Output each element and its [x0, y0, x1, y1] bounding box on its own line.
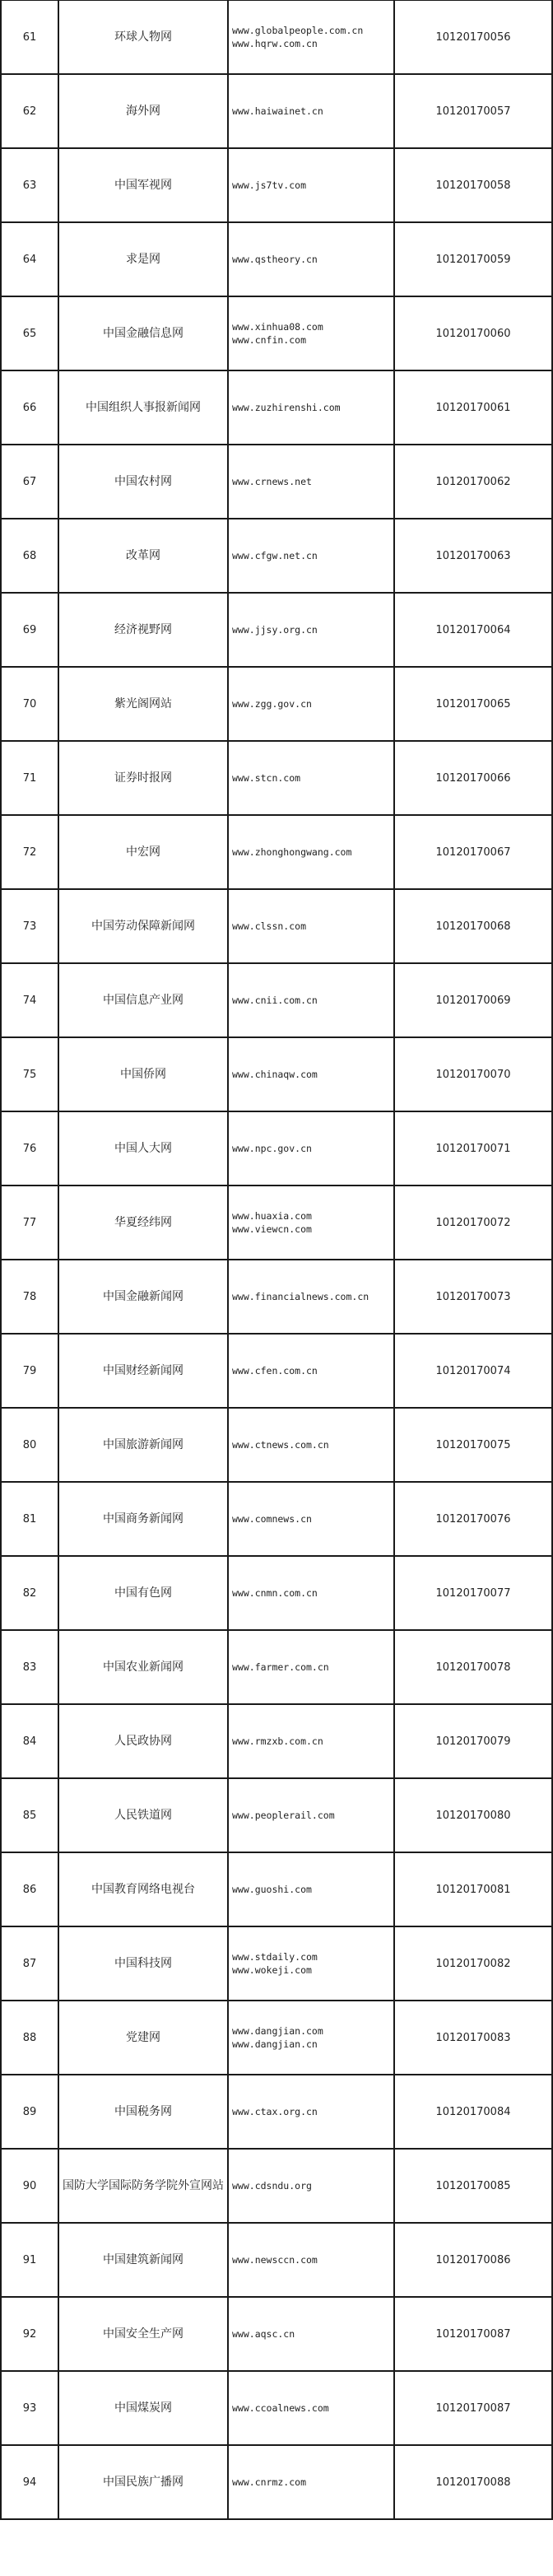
- registration-code: 10120170065: [394, 667, 552, 741]
- table-row: [1, 1704, 552, 1778]
- registration-code: 10120170088: [394, 2445, 552, 2519]
- table-row: [1, 2149, 552, 2223]
- table-row: [1, 1260, 552, 1334]
- site-url: www.comnews.cn: [228, 1482, 394, 1556]
- site-url: www.zhonghongwang.com: [228, 815, 394, 889]
- table-row: [1, 445, 552, 519]
- site-url: www.ctnews.com.cn: [228, 1408, 394, 1482]
- registration-code: 10120170062: [394, 445, 552, 519]
- site-url: www.crnews.net: [228, 445, 394, 519]
- row-number: 76: [1, 1111, 58, 1186]
- site-url: www.cnmn.com.cn: [228, 1556, 394, 1630]
- registration-code: 10120170083: [394, 2001, 552, 2075]
- row-number: 62: [1, 74, 58, 148]
- row-number: 77: [1, 1186, 58, 1260]
- site-name: 中国煤炭网: [58, 2371, 228, 2445]
- row-number: 67: [1, 445, 58, 519]
- table-row: [1, 741, 552, 815]
- site-name: 中国农村网: [58, 445, 228, 519]
- row-number: 81: [1, 1482, 58, 1556]
- table-row: [1, 519, 552, 593]
- row-number: 78: [1, 1260, 58, 1334]
- table-row: [1, 2371, 552, 2445]
- site-url: www.clssn.com: [228, 889, 394, 963]
- row-number: 93: [1, 2371, 58, 2445]
- registration-code: 10120170068: [394, 889, 552, 963]
- site-name: 求是网: [58, 222, 228, 296]
- site-name: 中国信息产业网: [58, 963, 228, 1037]
- table-row: [1, 593, 552, 667]
- site-url: www.rmzxb.com.cn: [228, 1704, 394, 1778]
- site-name: 党建网: [58, 2001, 228, 2075]
- registration-code: 10120170058: [394, 148, 552, 222]
- site-url: www.chinaqw.com: [228, 1037, 394, 1111]
- registration-code: 10120170087: [394, 2297, 552, 2371]
- table-row: [1, 2445, 552, 2519]
- row-number: 85: [1, 1778, 58, 1852]
- registration-code: 10120170077: [394, 1556, 552, 1630]
- registration-code: 10120170069: [394, 963, 552, 1037]
- row-number: 64: [1, 222, 58, 296]
- site-url: www.qstheory.cn: [228, 222, 394, 296]
- registration-code: 10120170080: [394, 1778, 552, 1852]
- site-name: 中国教育网络电视台: [58, 1852, 228, 1926]
- site-name: 改革网: [58, 519, 228, 593]
- site-name: 海外网: [58, 74, 228, 148]
- site-url: www.financialnews.com.cn: [228, 1260, 394, 1334]
- row-number: 61: [1, 0, 58, 74]
- site-name: 中国金融信息网: [58, 296, 228, 370]
- site-name: 经济视野网: [58, 593, 228, 667]
- registration-code: 10120170070: [394, 1037, 552, 1111]
- row-number: 75: [1, 1037, 58, 1111]
- site-url: www.cdsndu.org: [228, 2149, 394, 2223]
- site-name: 中国安全生产网: [58, 2297, 228, 2371]
- registration-code: 10120170084: [394, 2075, 552, 2149]
- site-name: 中国军视网: [58, 148, 228, 222]
- site-name: 中国金融新闻网: [58, 1260, 228, 1334]
- table-row: [1, 370, 552, 445]
- site-url: www.zgg.gov.cn: [228, 667, 394, 741]
- site-name: 中国劳动保障新闻网: [58, 889, 228, 963]
- registration-code: 10120170075: [394, 1408, 552, 1482]
- site-url: www.peoplerail.com: [228, 1778, 394, 1852]
- site-url: www.ccoalnews.com: [228, 2371, 394, 2445]
- table-row: [1, 667, 552, 741]
- registration-code: 10120170063: [394, 519, 552, 593]
- site-url: www.jjsy.org.cn: [228, 593, 394, 667]
- site-name: 中国有色网: [58, 1556, 228, 1630]
- table-row: [1, 1630, 552, 1704]
- table-row: [1, 1408, 552, 1482]
- site-url: www.js7tv.com: [228, 148, 394, 222]
- registration-code: 10120170072: [394, 1186, 552, 1260]
- site-url: www.newsccn.com: [228, 2223, 394, 2297]
- row-number: 74: [1, 963, 58, 1037]
- site-name: 中宏网: [58, 815, 228, 889]
- registration-code: 10120170074: [394, 1334, 552, 1408]
- site-url: www.haiwainet.cn: [228, 74, 394, 148]
- site-name: 紫光阁网站: [58, 667, 228, 741]
- registration-code: 10120170082: [394, 1926, 552, 2001]
- site-name: 中国商务新闻网: [58, 1482, 228, 1556]
- registration-code: 10120170060: [394, 296, 552, 370]
- site-url: www.cnii.com.cn: [228, 963, 394, 1037]
- site-name: 中国人大网: [58, 1111, 228, 1186]
- row-number: 83: [1, 1630, 58, 1704]
- table-row: [1, 1186, 552, 1260]
- registration-code: 10120170073: [394, 1260, 552, 1334]
- site-name: 华夏经纬网: [58, 1186, 228, 1260]
- registration-code: 10120170087: [394, 2371, 552, 2445]
- table-row: [1, 2075, 552, 2149]
- site-url: www.stdaily.com www.wokeji.com: [228, 1926, 394, 2001]
- row-number: 70: [1, 667, 58, 741]
- site-name: 中国科技网: [58, 1926, 228, 2001]
- row-number: 84: [1, 1704, 58, 1778]
- row-number: 72: [1, 815, 58, 889]
- row-number: 80: [1, 1408, 58, 1482]
- registration-code: 10120170057: [394, 74, 552, 148]
- table-row: [1, 1778, 552, 1852]
- table-row: [1, 296, 552, 370]
- row-number: 69: [1, 593, 58, 667]
- row-number: 79: [1, 1334, 58, 1408]
- row-number: 88: [1, 2001, 58, 2075]
- table-row: [1, 222, 552, 296]
- table-row: [1, 1852, 552, 1926]
- site-url: www.cnrmz.com: [228, 2445, 394, 2519]
- table-row: [1, 2001, 552, 2075]
- site-url: www.cfen.com.cn: [228, 1334, 394, 1408]
- site-name: 中国税务网: [58, 2075, 228, 2149]
- table-body: [1, 0, 552, 2519]
- table-row: [1, 1037, 552, 1111]
- site-name: 中国建筑新闻网: [58, 2223, 228, 2297]
- site-url: www.globalpeople.com.cn www.hqrw.com.cn: [228, 0, 394, 74]
- registration-code: 10120170071: [394, 1111, 552, 1186]
- table-row: [1, 0, 552, 74]
- table-row: [1, 963, 552, 1037]
- registration-code: 10120170061: [394, 370, 552, 445]
- table-row: [1, 1482, 552, 1556]
- row-number: 91: [1, 2223, 58, 2297]
- site-name: 中国民族广播网: [58, 2445, 228, 2519]
- site-name: 中国侨网: [58, 1037, 228, 1111]
- registration-code: 10120170086: [394, 2223, 552, 2297]
- site-name: 证券时报网: [58, 741, 228, 815]
- registration-code: 10120170076: [394, 1482, 552, 1556]
- site-url: www.guoshi.com: [228, 1852, 394, 1926]
- site-url: www.farmer.com.cn: [228, 1630, 394, 1704]
- site-url: www.stcn.com: [228, 741, 394, 815]
- registration-code: 10120170064: [394, 593, 552, 667]
- site-name: 人民政协网: [58, 1704, 228, 1778]
- table-row: [1, 2223, 552, 2297]
- row-number: 89: [1, 2075, 58, 2149]
- table-row: [1, 1556, 552, 1630]
- row-number: 92: [1, 2297, 58, 2371]
- site-name: 中国农业新闻网: [58, 1630, 228, 1704]
- row-number: 63: [1, 148, 58, 222]
- registration-code: 10120170059: [394, 222, 552, 296]
- table-row: [1, 148, 552, 222]
- site-name: 环球人物网: [58, 0, 228, 74]
- table-row: [1, 889, 552, 963]
- registration-code: 10120170085: [394, 2149, 552, 2223]
- row-number: 66: [1, 370, 58, 445]
- site-name: 中国财经新闻网: [58, 1334, 228, 1408]
- row-number: 71: [1, 741, 58, 815]
- registration-code: 10120170067: [394, 815, 552, 889]
- row-number: 68: [1, 519, 58, 593]
- table-row: [1, 74, 552, 148]
- site-url: www.dangjian.com www.dangjian.cn: [228, 2001, 394, 2075]
- site-name: 国防大学国际防务学院外宣网站: [58, 2149, 228, 2223]
- site-url: www.xinhua08.com www.cnfin.com: [228, 296, 394, 370]
- registration-code: 10120170066: [394, 741, 552, 815]
- site-url: www.cfgw.net.cn: [228, 519, 394, 593]
- row-number: 65: [1, 296, 58, 370]
- table-row: [1, 1334, 552, 1408]
- site-url: www.zuzhirenshi.com: [228, 370, 394, 445]
- row-number: 82: [1, 1556, 58, 1630]
- row-number: 94: [1, 2445, 58, 2519]
- table-row: [1, 2297, 552, 2371]
- table-row: [1, 815, 552, 889]
- row-number: 86: [1, 1852, 58, 1926]
- registration-code: 10120170079: [394, 1704, 552, 1778]
- table-row: [1, 1111, 552, 1186]
- row-number: 90: [1, 2149, 58, 2223]
- registration-code: 10120170078: [394, 1630, 552, 1704]
- row-number: 73: [1, 889, 58, 963]
- site-name: 人民铁道网: [58, 1778, 228, 1852]
- table-row: [1, 1926, 552, 2001]
- registration-code: 10120170081: [394, 1852, 552, 1926]
- site-url: www.ctax.org.cn: [228, 2075, 394, 2149]
- site-url: www.huaxia.com www.viewcn.com: [228, 1186, 394, 1260]
- row-number: 87: [1, 1926, 58, 2001]
- site-name: 中国组织人事报新闻网: [58, 370, 228, 445]
- site-name: 中国旅游新闻网: [58, 1408, 228, 1482]
- site-url: www.aqsc.cn: [228, 2297, 394, 2371]
- registration-code: 10120170056: [394, 0, 552, 74]
- site-url: www.npc.gov.cn: [228, 1111, 394, 1186]
